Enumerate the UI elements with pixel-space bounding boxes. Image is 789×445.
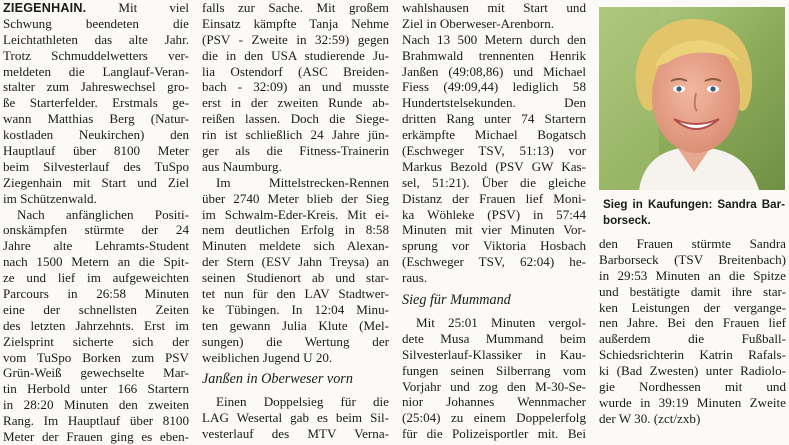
text-line: Minuten meldete sich Alexan- — [202, 238, 389, 254]
text-line: außerdem die Fußball- — [599, 331, 786, 347]
article-column-1 — [3, 0, 189, 445]
text-line: im Schwalm-Eder-Kreis. Mit ei- — [202, 206, 389, 222]
text-line: dete Musa Mummand beim — [402, 330, 586, 346]
text-line: wann Matthias Berg (Natur- — [3, 111, 189, 127]
text-line: (Eschweger TSV, 62:04) he- — [402, 254, 586, 270]
text-line: (25:04) zu einem Doppelerfolg — [402, 410, 586, 426]
text-line: die in den USA studierende Ju- — [202, 47, 389, 63]
text-line: Rang. Im Hauptlauf über 8100 — [3, 413, 189, 429]
text-line: Mit 25:01 Minuten vergol- — [416, 315, 586, 331]
text-line: der W 30. (zct/zxb) — [599, 410, 701, 426]
text-line: rin ist schließlich 24 Jahre jün- — [202, 127, 389, 143]
text-line: ki (Bad Zwesten) unter Radiolo- — [599, 363, 786, 379]
text-line: lia Ostendorf (ASC Breiden- — [202, 63, 389, 79]
text-line: ke Tübingen. In 12:04 Minu- — [202, 301, 389, 317]
text-line: nen Jahre. Bei den Frauen lief — [599, 315, 786, 331]
text-line: und bestätigte damit ihre star- — [599, 283, 786, 299]
runner-portrait-photo — [599, 7, 785, 190]
text-line: Ziel in Oberweser-Arenborn. — [402, 15, 555, 31]
text-line: Einen Doppelsieg für die — [216, 394, 389, 410]
text-line: beim Silvesterlauf des TuSpo — [3, 158, 189, 174]
article-column-4 — [599, 236, 786, 427]
text-line: in 29:53 Minuten an die Spitze — [599, 267, 786, 283]
text-line: Markus Bezold (PSV GW Kas- — [402, 158, 586, 174]
text-line: raus. — [402, 270, 428, 286]
text-line: für die Polizeisportler mit. Bei — [402, 426, 586, 442]
text-line: Leichtathleten das alte Jahr. — [3, 31, 189, 47]
text-line: Grün-Weiß gewechselte Mar- — [3, 365, 189, 381]
text-line: der Stern (ESV Jahn Treysa) an — [202, 254, 389, 270]
text-line: Schwung beendeten die — [3, 15, 189, 31]
text-line: vesterlauf des MTV Verna- — [202, 426, 389, 442]
text-line: Nach 13 500 Metern durch den — [402, 31, 586, 47]
subheading: Sieg für Mummand — [402, 292, 511, 309]
text-line: Barborseck (TSV Breitenbach) — [599, 251, 786, 267]
text-line: in 28:20 Minuten den zweiten — [3, 397, 189, 413]
text-line: stalter zum Jahreswechsel gro- — [3, 79, 189, 95]
text-line: Trotz Schmuddelwetters ver- — [3, 47, 189, 63]
text-line: Fiess (49:09,44) lediglich 58 — [402, 79, 586, 95]
portrait-illustration — [599, 7, 785, 190]
text-line: Meter der Frauen ging es eben- — [3, 429, 189, 445]
text-line: ka Wöhleke (PSV) in 57:44 — [402, 206, 586, 222]
text-line: Vorjahr und zog den M-30-Se- — [402, 378, 586, 394]
text-line: ze und lief im aufgeweichten — [3, 270, 189, 286]
text-line: Silvesterlauf-Klassiker in Kau- — [402, 346, 586, 362]
text-line: ße Starterfelder. Erstmals ge- — [3, 95, 189, 111]
article-column-2 — [202, 0, 389, 442]
dateline: ZIEGENHAIN. — [3, 1, 87, 15]
text-line: Schiedsrichterin Katrin Rafals- — [599, 347, 786, 363]
text-line: sungen) die Wertung der — [202, 333, 389, 349]
caption-line: borseck. — [603, 213, 651, 227]
text-line — [3, 0, 189, 16]
photo-caption — [603, 197, 785, 228]
text-line: bach - 32:09) an und musste — [202, 79, 389, 95]
text-line: gie Nordhessen mit und — [599, 379, 786, 395]
text-line: (PSV - Zweite in 32:59) gegen — [202, 31, 389, 47]
text-line: Nach anfänglichen Positi- — [17, 206, 189, 222]
text-line: LAG Wesertal gab es beim Sil- — [202, 410, 389, 426]
text-line: onskämpfen stürmte der 24 — [3, 222, 189, 238]
text-line: tet nun für den LAV Stadtwer- — [202, 286, 389, 302]
text-line: Hauptlauf über 8100 Meter — [3, 143, 189, 159]
caption-line: Sieg in Kaufungen: Sandra Bar- — [603, 198, 785, 211]
text-line: nior Johannes Wennmacher — [402, 394, 586, 410]
text-line: ten gewann Julia Klute (Mel- — [202, 317, 389, 333]
text-line: nach 1500 Metern an die Spit- — [3, 254, 189, 270]
text-line: Distanz der Frauen lief Moni- — [402, 190, 586, 206]
text-line: eine der schnellsten Zeiten — [3, 301, 189, 317]
text-line: wurde in 39:19 Minuten Zweite — [599, 394, 786, 410]
text-line: dritten Rang unter 74 Startern — [402, 111, 586, 127]
article-column-3 — [402, 0, 586, 442]
text-line: ken Leistungen der vergange- — [599, 299, 786, 315]
text-line: Parcours in 26:58 Minuten — [3, 286, 189, 302]
text-line: falls zur Sache. Mit großem — [202, 0, 389, 15]
text-line: im Schützenwald. — [3, 190, 97, 206]
text-line: vom TuSpo Borken zum PSV — [3, 349, 189, 365]
text-line: erst in der zweiten Runde ab- — [202, 95, 389, 111]
text-line: Einsatz kämpfte Tanja Nehme — [202, 15, 389, 31]
text-line: tin Herbold unter 166 Startern — [3, 381, 189, 397]
text-line: seinen Studienort ab und star- — [202, 270, 389, 286]
text-line: Zielsprint sicherte sich der — [3, 333, 189, 349]
text-line: erkämpfte Michael Bogatsch — [402, 127, 586, 143]
text-fragment: Mit viel — [86, 0, 189, 15]
text-line: Jahre alte Lehramts-Student — [3, 238, 189, 254]
text-line: Im Mittelstrecken-Rennen — [216, 174, 389, 190]
text-line: meldeten die Langlauf-Veran- — [3, 63, 189, 79]
text-line: den Frauen stürmte Sandra — [599, 236, 786, 251]
text-line: über 2740 Meter blieb der Sieg — [202, 190, 389, 206]
text-line: ger als die Fitness-Trainerin — [202, 143, 389, 159]
text-line: fungen seinen Silberrang vom — [402, 362, 586, 378]
text-line: kostladen Neukirchen) den — [3, 127, 189, 143]
text-line: aus Naumburg. — [202, 158, 282, 174]
subheading: Janßen in Oberweser vorn — [202, 371, 353, 388]
text-line: nem deutlichen Erfolg in 8:58 — [202, 222, 389, 238]
text-line: des letzten Jahrzehnts. Erst im — [3, 317, 189, 333]
text-line: wahlshausen mit Start und — [402, 0, 586, 15]
text-line: Ziegenhain mit Start und Ziel — [3, 174, 189, 190]
text-line: sel, 51:21). Über die gleiche — [402, 174, 586, 190]
text-line: weiblichen Jugend U 20. — [202, 349, 333, 365]
text-line: reißen lassen. Doch die Siege- — [202, 111, 389, 127]
text-line: Minuten mit vier Minuten Vor- — [402, 222, 586, 238]
text-line: sprung vor Viktoria Hosbach — [402, 238, 586, 254]
text-line: Hundertstelsekunden. Den — [402, 95, 586, 111]
text-line: Janßen (49:08,86) und Michael — [402, 63, 586, 79]
text-line: Brahmwald trennenten Henrik — [402, 47, 586, 63]
text-line: (Eschweger TSV, 51:13) vor — [402, 143, 586, 159]
